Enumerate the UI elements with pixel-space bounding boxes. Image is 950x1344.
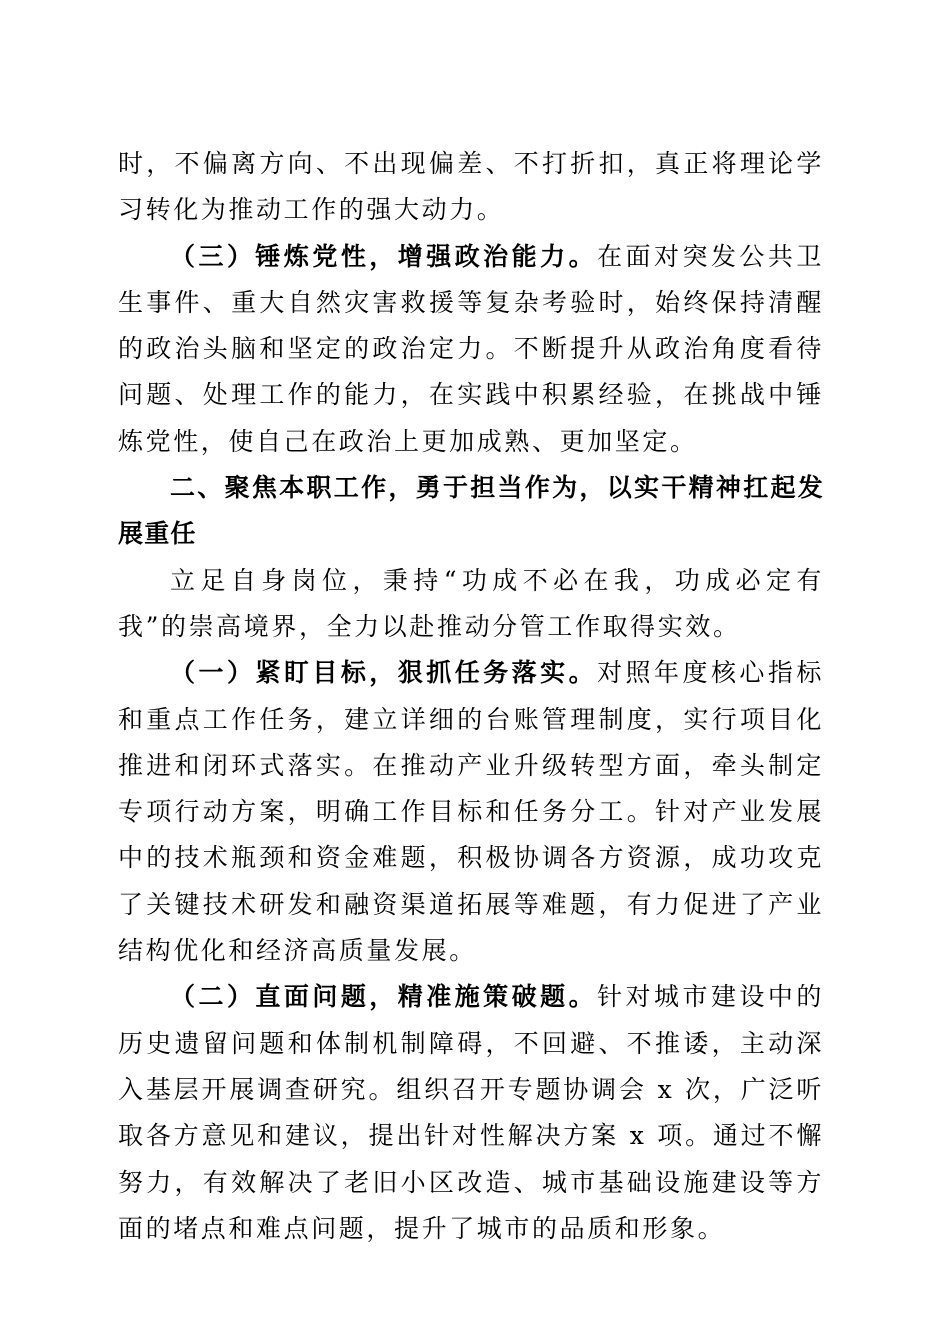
paragraph-text: 时，不偏离方向、不出现偏差、不打折扣，真正将理论学习转化为推动工作的强大动力。 <box>118 149 824 225</box>
paragraph-intro <box>118 558 824 651</box>
paragraph-text: 立足自身岗位，秉持“功成不必在我，功成必定有我”的崇高境界，全力以赴推动分管工作取得实效。 <box>118 565 824 641</box>
paragraph-face-problems <box>118 974 824 1252</box>
subsection-title: （二）直面问题，精准施策破题。 <box>170 982 598 1012</box>
paragraph-text: 对照年度核心指标和重点工作任务，建立详细的台账管理制度，实行项目化推进和闭环式落实。在推动产业升级转型方面，牵头制定专项行动方案，明确工作目标和任务分工。针对产业发展中的技术瓶颈和资金难题，积极协调各方资源，成功攻克了关键技术研发和融资渠道拓展等难题，有力促进了产业结构优化和经济高质量发展。 <box>118 658 824 966</box>
subsection-title: （三）锤炼党性，增强政治能力。 <box>170 241 598 271</box>
paragraph-text: 针对城市建设中的历史遗留问题和体制机制障碍，不回避、不推诿，主动深入基层开展调查研究。组织召开专题协调会 x 次，广泛听取各方意见和建议，提出针对性解决方案 x 项。通过不懈努力，有效解决了老旧小区改造、城市基础设施建设等方面的堵点和难点问题，提升了城市的品质和形象。 <box>118 982 824 1243</box>
paragraph-continuation <box>118 141 824 234</box>
paragraph-focus-targets <box>118 650 824 974</box>
section-heading: 二、聚焦本职工作，勇于担当作为，以实干精神扛起发展重任 <box>118 473 824 549</box>
subsection-title: （一）紧盯目标，狠抓任务落实。 <box>170 658 598 688</box>
paragraph-strengthen-party-spirit <box>118 234 824 465</box>
paragraph-text: 在面对突发公共卫生事件、重大自然灾害救援等复杂考验时，始终保持清醒的政治头脑和坚定的政治定力。不断提升从政治角度看待问题、处理工作的能力，在实践中积累经验，在挑战中锤炼党性，使自己在政治上更加成熟、更加坚定。 <box>118 241 824 456</box>
document-body <box>118 141 824 1252</box>
